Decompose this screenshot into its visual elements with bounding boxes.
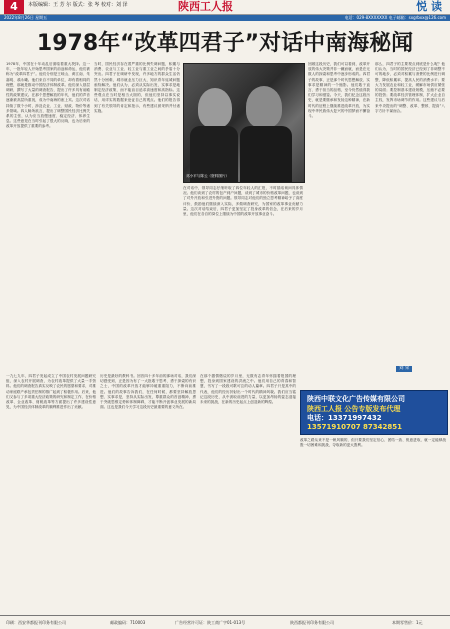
advertisement-box [300,390,448,435]
article-column-1: 1978年，中国在十年动乱后面临着重大抉择。这一年，一批年轻人开始思考国家的前途和命运，他们被称为“改革四君子”。他们分别是王岐山、黄江南、朱嘉明、翁永曦。他们来自不同的单位，却有着相同的理想，那就是推动中国经济体制改革。他们深入基层调研，撰写了大量的调查报告，提出了许多具有前瞻性的政策建议。在那个思想解放的年代，他们的声音逐渐被高层所重视，成为中南海的座上宾。这次对话持续了数个小时，涉及农业、工业、财政、物价等诸多领域。四人畅所欲言，提出了调整国民经济比例关系的主张，认为应当放慢速度、稳定经济、休养生息。这些意见在当时引起了很大的反响，也为后来的改革开放提供了重要的参考。 [6,62,90,129]
ad-phone-2: 13571910707 87342851 [307,423,402,431]
footer-postcode: 邮政编码：710003 [110,620,146,625]
article-headline: 1978年“改革四君子”对话中南海秘闻 [36,31,414,56]
article-column-8: 在那个激情燃烧的岁月里，无数有志青年怀揣着报国的理想，投身到国家建设的洪流之中。他们用自己的青春和智慧，书写了一段段可歌可泣的动人篇章。四君子只是其中的代表，他们的经历折射出一个时代的精神风貌。我们应当铭记这段历史，从中汲取前进的力量，以更加昂扬的姿态迎接未来的挑战，在新的历史起点上创造新的辉煌。 [200,374,296,405]
article-column-5: 那么，四君子的主要观点到底是什么呢？他们认为，当时的国民经济已经到了非调整不可的地步，必须对积累与消费的比例进行调整，降低积累率，提高人民的消费水平；要大力发展农业和轻工业，缓解市场供应紧张的局面；要控制基本建设规模，压缩不必要的投资；要改革经济管理体制，扩大企业自主权，发挥市场调节的作用。这些建议与后来中央提出的“调整、改革、整顿、提高”八字方针不谋而合。 [375,62,445,113]
date-bar [0,15,450,21]
article-byline: 刘 荣 [396,366,412,372]
article-column-4: 回顾这段历史，我们可以看到，改革开放的伟大决策并非一蹴而就，而是在无数人的探索和思考中逐步形成的。四君子的故事，正是那个时代思想解放、实事求是精神的一个缩影。他们敢于直言、勇于担当的品格，至今仍然值得我们学习和借鉴。今天，我们纪念这段历史，就是要继承和发扬这种精神，在新时代的征程上继续推进改革开放，为实现中华民族伟大复兴的中国梦而不懈奋斗。 [308,62,370,119]
ad-company: 陕西中联文化广告传媒有限公司 [307,395,405,403]
page-number: 4 [4,0,24,14]
article-column-9: 改革之路从来不是一帆风顺的，但只要我们坚定信心、团结一致、锐意进取，就一定能够战胜一切困难和挑战，夺取新的更大胜利。 [300,438,446,448]
date-line: 2022年8月26日 星期五 [4,15,48,20]
section-title: 悦 读 [416,0,442,13]
masthead [0,0,450,15]
issue-info: 本版编辑：王 芳 尔 版式：张 岑 校对：刘 泽 [28,2,128,8]
person-head-right [246,86,282,128]
footer-license: 广告经营许可证：陕工商广字01-013号 [175,620,246,625]
article-column-7: 历史是最好的教科书。回首四十多年前的那场对话，我们深切感受到，正是因为有了一大批敢于思考、勇于探索的有识之士，中国的改革开放才能够冲破重重阻力，不断向前推进。他们的故事告诉我们，在任何时候，都要坚持解放思想、实事求是，坚持从实际出发，尊重群众的首创精神，勇于突破思维定势和体制障碍，才能不断开创事业发展的新局面。这也是我们今天学习这段历史最重要的意义所在。 [100,374,196,410]
ad-phone: 电话：13371997432 [307,414,382,422]
ad-service: 陕西工人报 公告专版发布代理 [307,405,401,413]
article-column-3: 在对话中，领导同志仔细听取了四位年轻人的汇报，不时插话询问具体情况。他们谈到了农村的包产到户问题，谈到了城市的价格改革问题，也谈到了对外开放和引进外资的问题。领导同志对他们的独立思考精神给予了高度评价，鼓励他们继续深入实际，多做调查研究，为国家的改革事业贡献力量。这次对话结束后，四君子更加坚定了投身改革的信念，在后来的岁月里，他们在各自的岗位上继续为中国的改革开放事业奋斗。 [183,186,303,217]
article-column-6: 一九七九年，四君子发起成立了中国农村发展问题研究组，深入农村开展调查，为农村改革提供了大量一手资料。他们的调查报告真实反映了农民的愿望和要求，对推动家庭联产承包责任制的推广起到了积极作用。后来，他们又参与了多项重大经济政策的研究和制定工作，在价格改革、企业改革、财税改革等方面提出了许多建设性意见，为中国经济体制改革的顺利推进作出了贡献。 [6,374,96,410]
footer-address: 印刷：西安华都报刊印务有限公司 [6,620,66,625]
contact-line: 电话：029-8XXXXXXX 电子邮箱：sxgrbxx@126.com [344,15,446,20]
article-column-2: 当时，国民经济存在着严重的比例失调问题，积累与消费、农业与工业、轻工业与重工业之间的矛盾十分突出。四君子在调研中发现，许多地方的群众生活仍然十分困难，城市就业压力巨大，知识青年返城问题亟待解决。他们认为，必须从实际出发，实事求是地制定经济政策，而不能盲目追求高速度和高指标。这些观点在当时是相当大胆的，但他们坚持以事实说话，用详实的数据来论证自己的观点。他们的报告得到了有关领导的肯定和批示，有些建议被采纳并付诸实施。 [94,62,180,113]
page-footer [0,615,450,629]
footer-printer: 陕西都报刊印务有限公司 [290,620,334,625]
photo-caption: 邓小平与陈云（资料图片） [186,174,230,178]
newspaper-name: 陕西工人报 [178,0,233,13]
article-photo [183,63,305,183]
footer-price: 本期零售价：1元 [392,620,423,625]
person-body-right [240,126,292,182]
person-head-left [198,88,232,128]
